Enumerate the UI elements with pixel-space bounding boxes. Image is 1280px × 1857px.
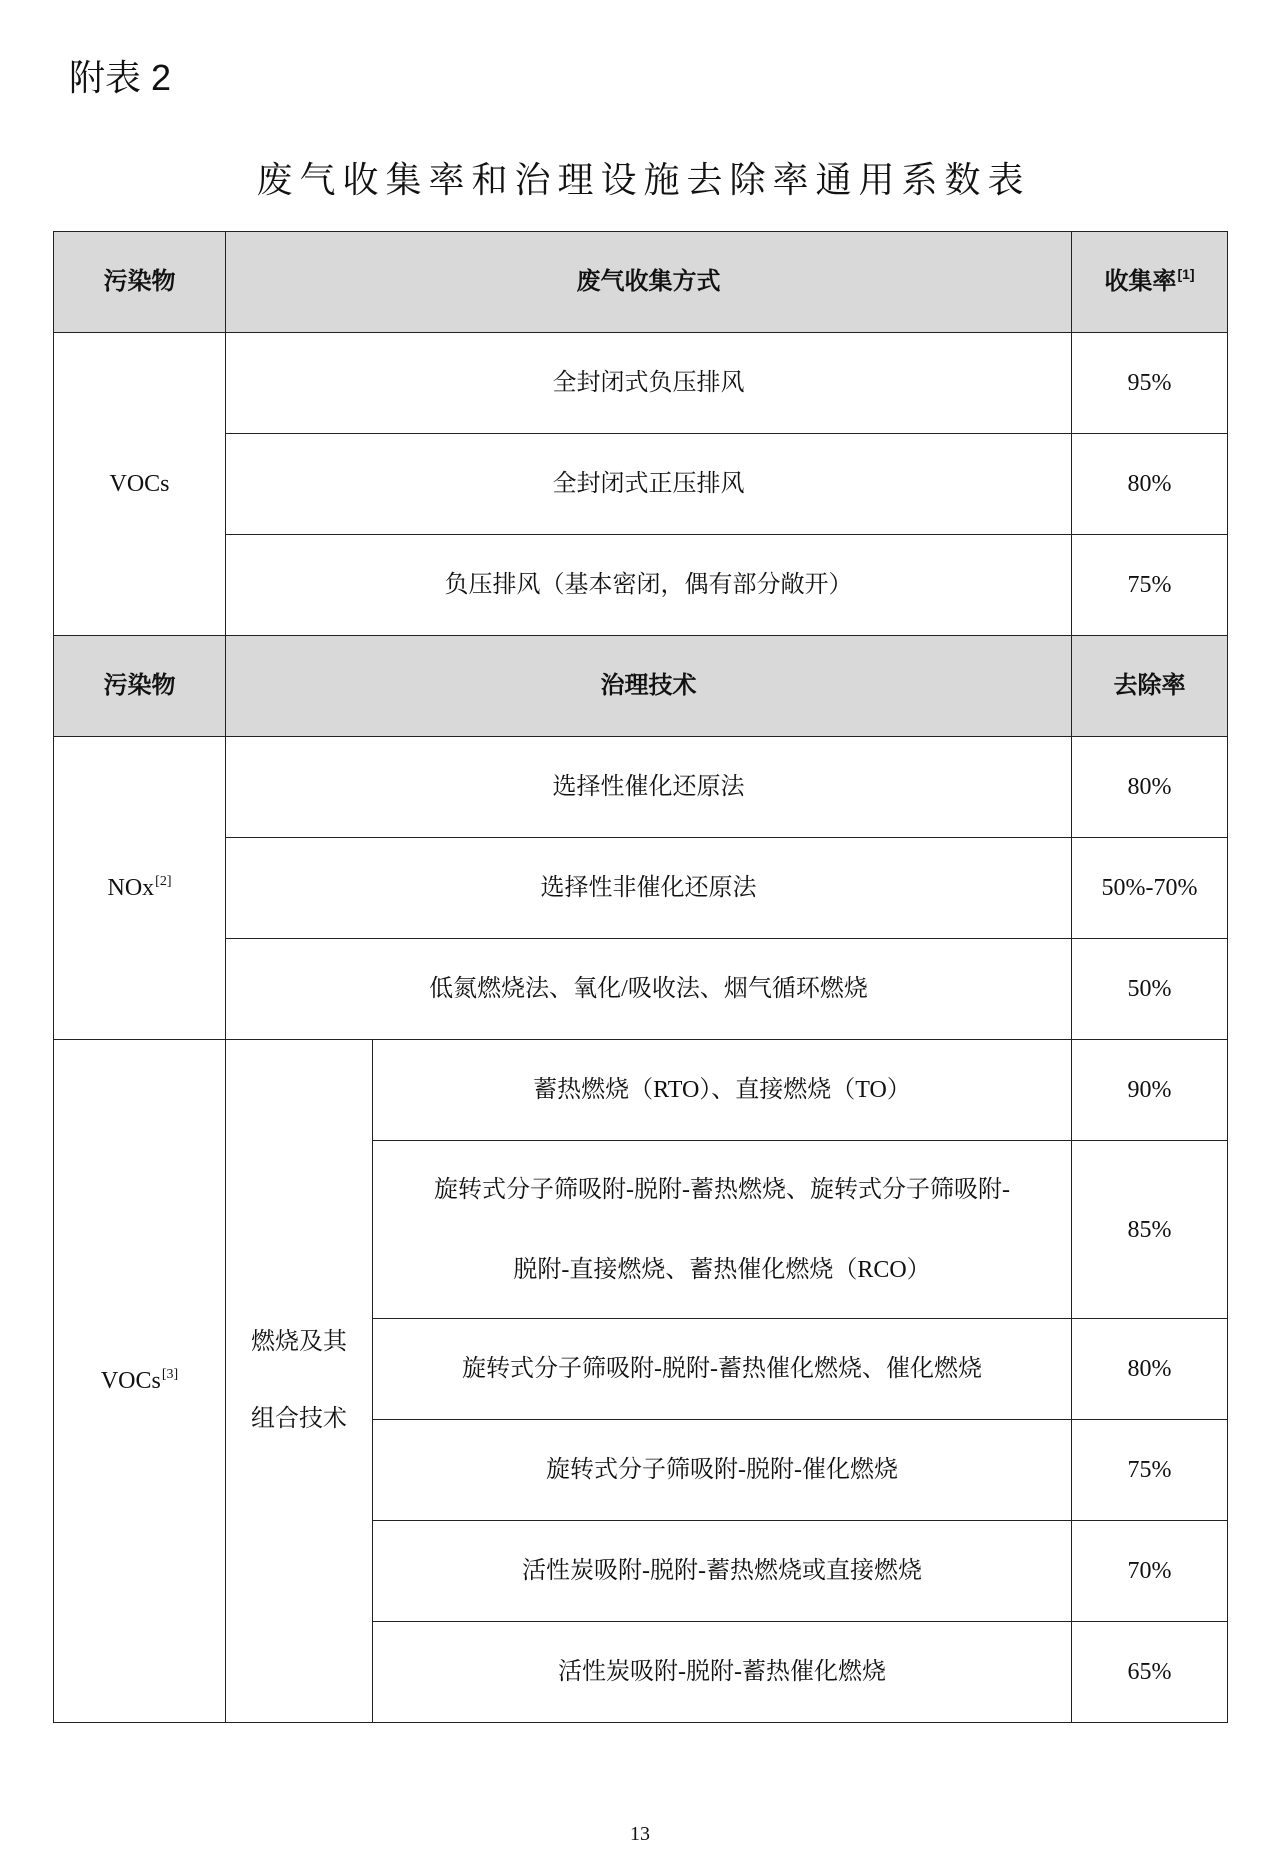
- rate-cell: 75%: [1072, 535, 1228, 636]
- pollutant-cell-nox: NOx[2]: [54, 737, 226, 1040]
- method-cell: 选择性催化还原法: [226, 737, 1072, 838]
- method-cell: 负压排风（基本密闭，偶有部分敞开）: [226, 535, 1072, 636]
- header-treatment-technology: 治理技术: [226, 636, 1072, 737]
- footnote-ref: [3]: [161, 1367, 179, 1382]
- appendix-label: 附表 2: [69, 57, 172, 98]
- header-pollutant: 污染物: [54, 232, 226, 333]
- footnote-ref: [2]: [155, 874, 172, 889]
- method-cell: 蓄热燃烧（RTO）、直接燃烧（TO）: [373, 1040, 1072, 1141]
- table-row: [54, 333, 1228, 434]
- method-cell: 低氮燃烧法、氧化/吸收法、烟气循环燃烧: [226, 939, 1072, 1040]
- table-row: [54, 838, 1228, 939]
- pollutant-cell-vocs: VOCs[3]: [54, 1040, 226, 1723]
- method-cell: 旋转式分子筛吸附-脱附-催化燃烧: [373, 1420, 1072, 1521]
- method-cell: 旋转式分子筛吸附-脱附-蓄热催化燃烧、催化燃烧: [373, 1319, 1072, 1420]
- table-row: [54, 939, 1228, 1040]
- method-cell: 选择性非催化还原法: [226, 838, 1072, 939]
- rate-cell: 65%: [1072, 1622, 1228, 1723]
- rate-cell: 95%: [1072, 333, 1228, 434]
- table-row: [54, 737, 1228, 838]
- technology-category-cell: 燃烧及其 组合技术: [226, 1040, 373, 1723]
- table-row: [54, 434, 1228, 535]
- header-collection-method: 废气收集方式: [226, 232, 1072, 333]
- page-number: 13: [630, 1823, 650, 1845]
- header-removal-rate: 去除率: [1072, 636, 1228, 737]
- method-cell: 全封闭式正压排风: [226, 434, 1072, 535]
- removal-header-row: [54, 636, 1228, 737]
- rate-cell: 80%: [1072, 434, 1228, 535]
- collection-header-row: [54, 232, 1228, 333]
- method-cell: 全封闭式负压排风: [226, 333, 1072, 434]
- footnote-ref: [1]: [1177, 266, 1195, 282]
- rate-cell: 85%: [1072, 1141, 1228, 1319]
- header-collection-rate: 收集率[1]: [1072, 232, 1228, 333]
- table-title: 废气收集率和治理设施去除率通用系数表: [256, 160, 1031, 200]
- rate-cell: 90%: [1072, 1040, 1228, 1141]
- rate-cell: 70%: [1072, 1521, 1228, 1622]
- table-row: [54, 535, 1228, 636]
- rate-cell: 80%: [1072, 1319, 1228, 1420]
- pollutant-cell-vocs: VOCs: [54, 333, 226, 636]
- header-pollutant: 污染物: [54, 636, 226, 737]
- method-cell: 活性炭吸附-脱附-蓄热催化燃烧: [373, 1622, 1072, 1723]
- coefficient-table: [53, 231, 1228, 1723]
- rate-cell: 50%-70%: [1072, 838, 1228, 939]
- rate-cell: 50%: [1072, 939, 1228, 1040]
- method-cell: 旋转式分子筛吸附-脱附-蓄热燃烧、旋转式分子筛吸附- 脱附-直接燃烧、蓄热催化燃烧（RCO）: [373, 1141, 1072, 1319]
- rate-cell: 80%: [1072, 737, 1228, 838]
- rate-cell: 75%: [1072, 1420, 1228, 1521]
- method-cell: 活性炭吸附-脱附-蓄热燃烧或直接燃烧: [373, 1521, 1072, 1622]
- table-row: [54, 1040, 1228, 1141]
